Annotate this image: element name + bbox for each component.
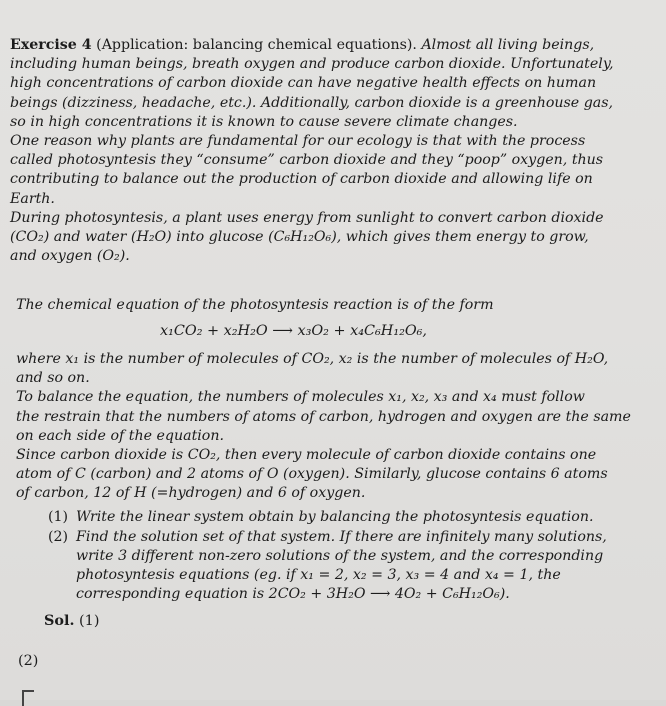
task-number: (2) (48, 529, 69, 545)
equation-intro: The chemical equation of the photosyntesis reaction is of the form (16, 297, 494, 313)
task-line: Write the linear system obtain by balancing the photosyntesis equation. (76, 509, 594, 525)
exercise-subtitle: (Application: balancing chemical equations). (96, 37, 417, 53)
task-line: photosyntesis equations (eg. if x₁ = 2, x₂ = 3, x₃ = 4 and x₄ = 1, the (76, 567, 561, 583)
intro-line: One reason why plants are fundamental for our ecology is that with the process (10, 133, 586, 150)
intro-line: contributing to balance out the production of carbon dioxide and allowing life on (10, 171, 593, 188)
task-number: (1) (48, 509, 69, 525)
task-line: corresponding equation is 2CO₂ + 3H₂O ⟶ 4O₂ + C₆H₁₂O₆). (76, 586, 510, 602)
body-line: on each side of the equation. (16, 427, 224, 444)
body-paragraph (16, 350, 656, 504)
intro-line: (CO₂) and water (H₂O) into glucose (C₆H₁₂O₆), which gives them energy to grow, (10, 229, 589, 246)
body-line: To balance the equation, the numbers of molecules x₁, x₂, x₃ and x₄ must follow (16, 389, 585, 406)
intro-line: and oxygen (O₂). (10, 248, 130, 265)
body-line: of carbon, 12 of H (=hydrogen) and 6 of oxygen. (16, 485, 366, 502)
intro-line: so in high concentrations it is known to cause severe climate changes. (10, 113, 518, 130)
intro-line: high concentrations of carbon dioxide can have negative health effects on human (10, 75, 597, 92)
intro-paragraph (10, 36, 650, 266)
solution-part-2: (2) (18, 653, 39, 669)
solution-heading (44, 612, 99, 629)
intro-line: beings (dizziness, headache, etc.). Additionally, carbon dioxide is a greenhouse gas, (10, 94, 614, 111)
body-line: atom of C (carbon) and 2 atoms of O (oxygen). Similarly, glucose contains 6 atoms (16, 466, 608, 483)
bracket-mark (22, 690, 34, 706)
intro-line: called photosyntesis they “consume” carbon dioxide and they “poop” oxygen, thus (10, 152, 604, 169)
task-line: write 3 different non-zero solutions of the system, and the corresponding (76, 548, 604, 564)
intro-line: including human beings, breath oxygen and produce carbon dioxide. Unfortunately, (10, 56, 614, 73)
photosynthesis-equation: x₁CO₂ + x₂H₂O ⟶ x₃O₂ + x₄C₆H₁₂O₆, (160, 323, 427, 339)
body-line: where x₁ is the number of molecules of CO₂, x₂ is the number of molecules of H₂O, (16, 351, 609, 367)
intro-line: Almost all living beings, (421, 37, 595, 53)
task-line: Find the solution set of that system. If there are infinitely many solutions, (76, 529, 607, 545)
exercise-title: Exercise 4 (10, 37, 92, 53)
solution-label: Sol. (44, 612, 75, 629)
intro-line: Earth. (10, 190, 55, 207)
body-line: the restrain that the numbers of atoms of carbon, hydrogen and oxygen are the same (16, 408, 631, 425)
body-line: Since carbon dioxide is CO₂, then every molecule of carbon dioxide contains one (16, 447, 597, 464)
body-line: and so on. (16, 370, 90, 387)
solution-part-1: (1) (79, 613, 100, 629)
intro-line: During photosyntesis, a plant uses energy from sunlight to convert carbon dioxide (10, 209, 604, 226)
